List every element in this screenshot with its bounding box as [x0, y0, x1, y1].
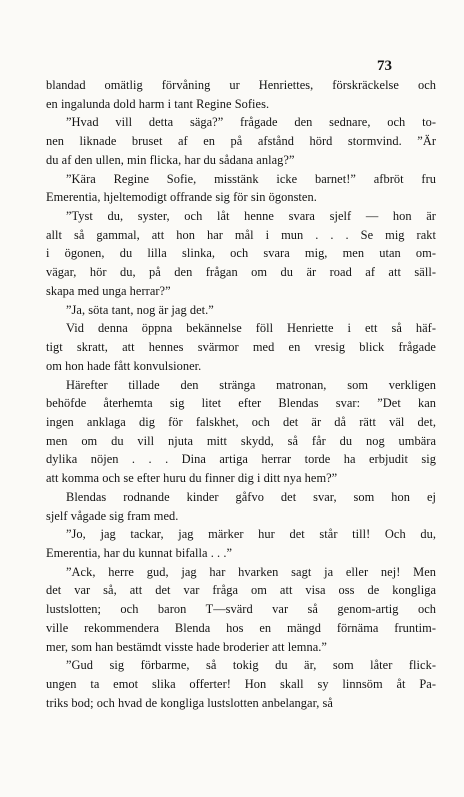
page-number: 73 — [377, 58, 392, 74]
text-line: ungen ta emot slika offerter! Hon skall sy linnsöm åt Pa- — [46, 677, 436, 691]
text-line: blandad omätlig förvåning ur Henriettes, förskräckelse och — [46, 78, 436, 92]
text-line: ”Kära Regine Sofie, misstänk icke barnet!” afbröt fru — [66, 171, 436, 186]
text-line: mer, som han bestämdt visste hade broderier att lemna.” — [46, 639, 327, 654]
text-line: sjelf vågade sig fram med. — [46, 508, 179, 523]
text-line: du af den ullen, min flicka, har du sådana anlag?” — [46, 152, 295, 167]
text-line: tigt skratt, att hennes svärmor med en vresig blick frågade — [46, 340, 436, 355]
text-line: men om du vill njuta mitt skydd, så får du nog umbära — [46, 433, 436, 448]
text-line: ”Gud sig förbarme, så tokig du är, som låter flick- — [66, 658, 436, 673]
text-line: dylika nöjen . . . Dina artiga herrar torde ha erbjudit sig — [46, 452, 436, 467]
text-line: Blendas rodnande kinder gåfvo det svar, som hon ej — [66, 489, 436, 504]
text-line: om hon hade fått konvulsioner. — [46, 358, 202, 373]
body-text — [46, 76, 436, 712]
text-line: ”Hvad vill detta säga?” frågade den sednare, och to- — [66, 115, 436, 130]
text-line: ingen anklaga dig för falskhet, och det är då rätt väl det, — [46, 414, 436, 429]
text-line: ”Ack, herre gud, jag har hvarken sagt ja eller nej! Men — [66, 564, 436, 579]
text-line: Härefter tillade den stränga matronan, som verkligen — [66, 377, 436, 392]
text-line: lustslotten; och baron T—svärd var så genom-artig och — [46, 602, 436, 617]
text-line: Emerentia, hjeltemodigt offrande sig för sin ögonsten. — [46, 190, 317, 205]
text-line: ville rekommendera Blenda hos en mängd förnäma fruntim- — [46, 620, 436, 635]
text-line: allt så gammal, att hon har mål i mun . . . Se mig rakt — [46, 227, 436, 242]
text-line: vägar, hör du, på den frågan om du är road af att säll- — [46, 265, 436, 280]
text-line: i ögonen, du lilla slinka, och svara mig, men utan om- — [46, 246, 436, 261]
text-line: ”Jo, jag tackar, jag märker hur det står till! Och du, — [66, 527, 436, 542]
text-line: ”Ja, söta tant, nog är jag det.” — [66, 302, 214, 317]
text-line: att komma och se efter huru du finner dig i ditt nya hem?” — [46, 471, 338, 486]
text-line: triks bod; och hvad de kongliga lustslotten anbelangar, så — [46, 695, 333, 710]
text-line: en ingalunda dold harm i tant Regine Sofies. — [46, 96, 270, 111]
text-line: ”Tyst du, syster, och låt henne svara sjelf — hon är — [66, 209, 436, 224]
text-line: Vid denna öppna bekännelse föll Henriette i ett så häf- — [66, 321, 436, 336]
text-line: Emerentia, har du kunnat bifalla . . .” — [46, 545, 233, 560]
text-line: det var så, att det var fråga om att visa oss de kongliga — [46, 583, 436, 598]
text-line: behöfde återhemta sig litet efter Blendas svar: ”Det kan — [46, 396, 436, 411]
text-line: skapa med unga herrar?” — [46, 283, 171, 298]
text-line: nen liknade bruset af en på afstånd hörd stormvind. ”Är — [46, 134, 436, 149]
